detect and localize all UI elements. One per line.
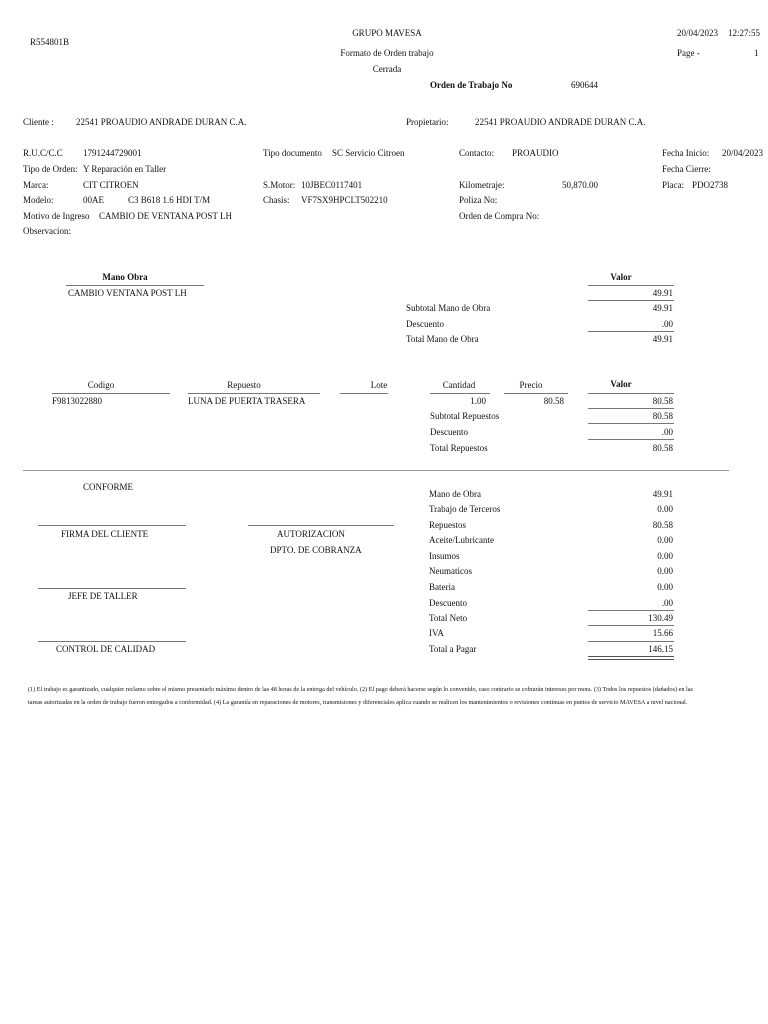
summary-label: Trabajo de Terceros <box>429 504 501 514</box>
section-divider <box>23 470 729 471</box>
parts-descuento-value: .00 <box>661 427 673 437</box>
firma-cliente-line <box>38 525 186 526</box>
part-row-precio: 80.58 <box>543 396 564 406</box>
parts-descuento-label: Descuento <box>430 427 468 437</box>
order-number: 690644 <box>571 80 598 90</box>
parts-lote-header: Lote <box>370 380 388 390</box>
control-calidad-line <box>38 641 186 642</box>
labor-descuento-value: .00 <box>661 319 673 329</box>
labor-total-value: 49.91 <box>652 334 673 344</box>
parts-repuesto-rule <box>188 393 320 394</box>
summary-value: 15.66 <box>652 628 673 638</box>
parts-precio-header: Precio <box>519 380 543 390</box>
parts-subtotal-value: 80.58 <box>652 411 673 421</box>
summary-label: Total a Pagar <box>429 644 477 654</box>
summary-label: Aceite/Lubricante <box>429 535 494 545</box>
kilometraje-value: 50,870.00 <box>562 180 598 190</box>
part-row-cantidad: 1.00 <box>470 396 486 406</box>
parts-total-label: Total Repuestos <box>430 443 488 453</box>
marca-value: CIT CITROEN <box>83 180 139 190</box>
summary-label: Bateria <box>429 582 455 592</box>
summary-label: Mano de Obra <box>429 489 481 499</box>
summary-descuento-rule <box>588 610 674 611</box>
summary-label: IVA <box>429 628 444 638</box>
parts-cantidad-header: Cantidad <box>442 380 476 390</box>
print-date: 20/04/2023 <box>677 28 719 38</box>
summary-label: Descuento <box>429 598 467 608</box>
labor-descuento-rule <box>588 331 674 332</box>
contacto-value: PROAUDIO <box>512 148 559 158</box>
legal-terms: (1) El trabajo es garantizado, cualquier reclamo sobre el mismo presentarlo máximo dentro de las 48 horas de la entrega del vehículo. (2) El pago deberá hacerse según lo convenido, caso contrario se cobrarán intereses por mora. (3) Todos los repuestos (dañados) en las tareas autorizadas en la orden de trabajo fueron entregados a conformidad. (4) La garantía en reparaciones de motores, transmisiones y diferenciales aplica cuando se realicen los mantenimientos o revisiones continuas en puntos de servicio MAVESA a nivel nacional. <box>28 686 693 706</box>
parts-descuento-rule <box>588 439 674 440</box>
jefe-taller-label: JEFE DE TALLER <box>68 591 138 601</box>
labor-valor-header: Valor <box>610 272 632 282</box>
report-code: R554801B <box>30 37 70 47</box>
autorizacion-line <box>248 525 394 526</box>
summary-value: 0.00 <box>657 535 673 545</box>
jefe-taller-line <box>38 588 186 589</box>
print-time: 12:27:55 <box>728 28 761 38</box>
summary-value: 80.58 <box>652 520 673 530</box>
poliza-label: Poliza No: <box>459 195 498 205</box>
tipo-orden-value: Y Reparación en Taller <box>83 164 167 174</box>
order-status: Cerrada <box>372 64 402 74</box>
marca-label: Marca: <box>23 180 49 190</box>
parts-valor-header: Valor <box>610 379 632 389</box>
smotor-value: 10JBEC0117401 <box>301 180 363 190</box>
part-row-rule <box>588 408 674 409</box>
control-calidad-label: CONTROL DE CALIDAD <box>56 644 156 654</box>
autorizacion-label: AUTORIZACION <box>277 529 345 539</box>
placa-value: PDO2738 <box>692 180 729 190</box>
fecha-cierre-label: Fecha Cierre: <box>662 164 711 174</box>
motivo-label: Motivo de Ingreso <box>23 211 90 221</box>
summary-value: 0.00 <box>657 582 673 592</box>
ruc-label: R.U.C/C.C <box>23 148 63 158</box>
labor-item-value: 49.91 <box>652 288 673 298</box>
parts-codigo-rule <box>52 393 170 394</box>
summary-value: .00 <box>661 598 673 608</box>
labor-subtotal-value: 49.91 <box>652 303 673 313</box>
parts-precio-rule <box>504 393 568 394</box>
company-name: GRUPO MAVESA <box>352 28 422 38</box>
motivo-value: CAMBIO DE VENTANA POST LH <box>99 211 232 221</box>
summary-label: Repuestos <box>429 520 466 530</box>
summary-value: 146.15 <box>648 644 673 654</box>
summary-label: Neumaticos <box>429 566 472 576</box>
ruc-value: 1791244729001 <box>83 148 142 158</box>
parts-codigo-header: Codigo <box>87 380 115 390</box>
placa-label: Placa: <box>662 180 684 190</box>
fecha-inicio-label: Fecha Inicio: <box>662 148 710 158</box>
parts-subtotal-rule <box>588 423 674 424</box>
observacion-label: Observacion: <box>23 226 71 236</box>
labor-descuento-label: Descuento <box>406 319 444 329</box>
labor-valor-rule <box>588 285 674 286</box>
labor-item: CAMBIO VENTANA POST LH <box>68 288 187 298</box>
modelo-label: Modelo: <box>23 195 54 205</box>
parts-valor-rule <box>588 393 674 394</box>
summary-value: 49.91 <box>652 489 673 499</box>
summary-label: Insumos <box>429 551 460 561</box>
parts-subtotal-label: Subtotal Repuestos <box>430 411 500 421</box>
parts-total-value: 80.58 <box>652 443 673 453</box>
labor-header-rule <box>66 285 204 286</box>
summary-neto-rule <box>588 625 674 626</box>
summary-label: Total Neto <box>429 613 468 623</box>
modelo-value: C3 B618 1.6 HDI T/M <box>128 195 211 205</box>
parts-lote-rule <box>340 393 388 394</box>
modelo-code: 00AE <box>83 195 104 205</box>
firma-cliente-label: FIRMA DEL CLIENTE <box>61 529 149 539</box>
summary-value: 130.49 <box>648 613 673 623</box>
part-row-valor: 80.58 <box>652 396 673 406</box>
cliente-value: 22541 PROAUDIO ANDRADE DURAN C.A. <box>76 117 247 127</box>
summary-iva-rule <box>588 641 674 642</box>
parts-cantidad-rule <box>430 393 490 394</box>
labor-header: Mano Obra <box>102 272 148 282</box>
summary-value: 0.00 <box>657 504 673 514</box>
summary-value: 0.00 <box>657 551 673 561</box>
propietario-value: 22541 PROAUDIO ANDRADE DURAN C.A. <box>475 117 646 127</box>
part-row-repuesto: LUNA DE PUERTA TRASERA <box>188 396 306 406</box>
conforme-label: CONFORME <box>83 482 134 492</box>
fecha-inicio-value: 20/04/2023 <box>722 148 764 158</box>
labor-subtotal-label: Subtotal Mano de Obra <box>406 303 491 313</box>
parts-repuesto-header: Repuesto <box>227 380 261 390</box>
chasis-value: VF7SX9HPCLT502210 <box>301 195 388 205</box>
tipo-orden-label: Tipo de Orden: <box>23 164 78 174</box>
labor-item-rule <box>588 300 674 301</box>
cliente-label: Cliente : <box>23 117 54 127</box>
page-label: Page - <box>677 48 700 58</box>
propietario-label: Propietario: <box>406 117 449 127</box>
chasis-label: Chasis: <box>263 195 290 205</box>
tipo-documento-value: SC Servicio Citroen <box>332 148 405 158</box>
format-title: Formato de Orden trabajo <box>340 48 434 58</box>
page-number: 1 <box>754 48 759 58</box>
dpto-cobranza-label: DPTO. DE COBRANZA <box>270 545 362 555</box>
part-row-codigo: F9813022880 <box>52 396 103 406</box>
orden-compra-label: Orden de Compra No: <box>459 211 540 221</box>
labor-total-label: Total Mano de Obra <box>406 334 479 344</box>
total-double-rule <box>588 656 674 660</box>
tipo-documento-label: Tipo documento <box>263 148 322 158</box>
smotor-label: S.Motor: <box>263 180 296 190</box>
contacto-label: Contacto: <box>459 148 494 158</box>
summary-value: 0.00 <box>657 566 673 576</box>
order-number-label: Orden de Trabajo No <box>430 80 513 90</box>
kilometraje-label: Kilometraje: <box>459 180 505 190</box>
